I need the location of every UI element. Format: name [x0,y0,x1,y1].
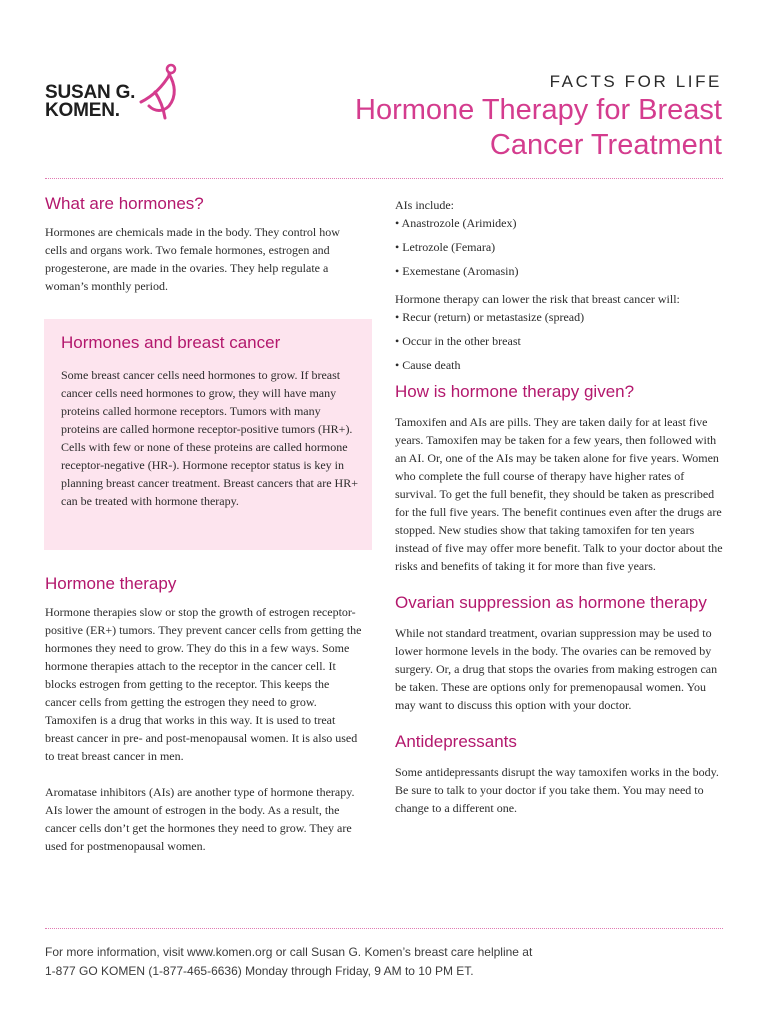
divider-bottom [45,928,723,929]
risk-intro: Hormone therapy can lower the risk that breast cancer will: [395,292,680,306]
list-item: • Anastrozole (Arimidex) [395,214,725,232]
footer-line-2: 1-877 GO KOMEN (1-877-465-6636) Monday through Friday, 9 AM to 10 PM ET. [45,964,474,978]
paragraph-hormones-breast-cancer: Some breast cancer cells need hormones to grow. If breast cancer cells need hormones to grow, they will have many proteins called hormone receptors. Tumors with many proteins are called hormone receptor-positive tumors (HR+). Cells with few or none of these proteins are called hormone receptor-negative (HR-). Hormone receptor status is key in planning breast cancer treatment. Breast cancers that are HR+ can be treated with hormone therapy. [61,368,358,508]
left-column [45,194,363,295]
list-item: • Cause death [395,356,725,374]
heading-ovarian-suppression: Ovarian suppression as hormone therapy [395,593,707,612]
heading-how-given: How is hormone therapy given? [395,382,635,401]
list-item: • Exemestane (Aromasin) [395,262,725,280]
hormone-therapy-section [45,574,363,855]
risk-list [395,308,725,374]
right-column [395,196,725,817]
list-item: • Occur in the other breast [395,332,725,350]
heading-hormones-breast-cancer: Hormones and breast cancer [61,333,281,352]
logo-wordmark [45,84,135,120]
footer-line-1: For more information, visit www.komen.org or call Susan G. Komen’s breast care helpline at [45,945,533,959]
paragraph-hormones: Hormones are chemicals made in the body. They control how cells and organs work. Two female hormones, estrogen and progesterone, are made in the ovaries. They help regulate a woman’s monthly period. [45,225,340,293]
kicker: FACTS FOR LIFE [549,72,722,91]
pink-ribbon-icon [133,62,181,122]
divider-top [45,178,723,179]
page-title: Hormone Therapy for Breast Cancer Treatment [355,94,722,161]
paragraph-hormone-therapy-2: Aromatase inhibitors (AIs) are another type of hormone therapy. AIs lower the amount of estrogen in the body. As a result, the cancer cells don’t get the hormones they need to grow. They are used for postmenopausal women. [45,785,355,853]
paragraph-how-given: Tamoxifen and AIs are pills. They are taken daily for at least five years. Tamoxifen may be taken for a few years, then followed with an AI. Or, one of the AIs may be taken alone for five years. Women who complete the full course of therapy have higher rates of survival. To get the full benefit, they should be taken as prescribed for the full five years. The benefit continues even after the drugs are stopped. New studies show that taking tamoxifen for ten years instead of five may offer more benefit. Talk to your doctor about the risks and benefits of taking it for more than five years. [395,415,723,573]
footer [45,943,735,981]
komen-logo [45,62,195,122]
ais-list [395,214,725,280]
ais-intro: AIs include: [395,198,454,212]
list-item: • Recur (return) or metastasize (spread) [395,308,725,326]
logo-line-1: SUSAN G. [45,82,136,103]
paragraph-antidepressants: Some antidepressants disrupt the way tamoxifen works in the body. Be sure to talk to your doctor if you take them. You may need to change to a different one. [395,765,719,815]
callout-box [44,319,372,550]
list-item: • Letrozole (Femara) [395,238,725,256]
logo-line-2: KOMEN. [45,100,120,121]
heading-antidepressants: Antidepressants [395,732,517,751]
paragraph-ovarian-suppression: While not standard treatment, ovarian suppression may be used to lower hormone levels in the body. The ovaries can be removed by surgery. Or, a drug that stops the ovaries from making estrogen can be taken. These are options only for premenopausal women. You may want to discuss this option with your doctor. [395,626,718,712]
paragraph-hormone-therapy-1: Hormone therapies slow or stop the growth of estrogen receptor-positive (ER+) tumors. They prevent cancer cells from getting the hormones they need to grow. They do this in a few ways. Some hormone therapies attach to the receptor in the cancer cell. It blocks estrogen from getting to the receptor. This keeps the cancer cells from getting the estrogen they need to grow. Tamoxifen is a drug that works in this way. It is used to treat breast cancer in pre- and post-menopausal women. It is also used to treat breast cancer in men. [45,605,362,763]
heading-what-are-hormones: What are hormones? [45,194,204,213]
heading-hormone-therapy: Hormone therapy [45,574,177,593]
